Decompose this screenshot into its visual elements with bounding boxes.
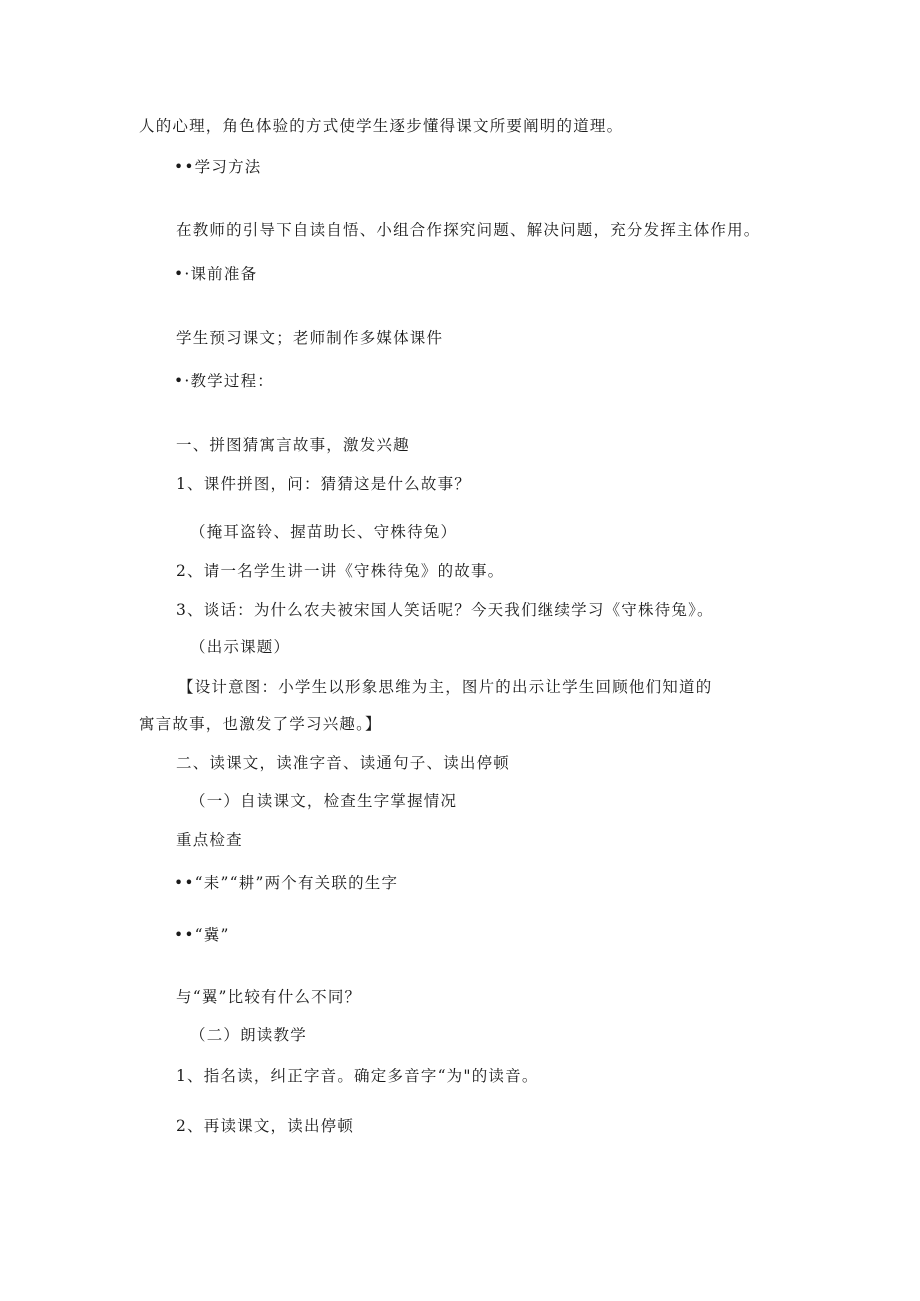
text-line: 学生预习课文；老师制作多媒体课件 — [176, 329, 444, 347]
text-line: 与“翼”比较有什么不同？ — [176, 988, 362, 1006]
text-line: 1、课件拼图，问：猜猜这是什么故事？ — [176, 475, 471, 493]
bullet-line: ••“冀” — [174, 926, 230, 944]
text-line: 3、谈话：为什么农夫被宋国人笑话呢？今天我们继续学习《守株待兔》。 — [176, 601, 714, 619]
text-line: 一、拼图猜寓言故事，激发兴趣 — [176, 436, 410, 454]
text-line: 2、再读课文，读出停顿 — [176, 1117, 355, 1135]
text-line: 重点检查 — [176, 831, 243, 849]
text-line: 1、指名读，纠正字音。确定多音字“为"的读音。 — [176, 1067, 539, 1085]
design-intent-line: 寓言故事，也激发了学习兴趣。】 — [139, 715, 382, 733]
bullet-line: ••“耒”“耕”两个有关联的生字 — [174, 874, 399, 892]
text-line: （二）朗读教学 — [190, 1026, 307, 1044]
text-line: 二、读课文，读准字音、读通句子、读出停顿 — [176, 754, 511, 772]
text-line: 2、请一名学生讲一讲《守株待兔》的故事。 — [176, 562, 505, 580]
text-line: 在教师的引导下自读自悟、小组合作探究问题、解决问题，充分发挥主体作用。 — [176, 221, 761, 239]
section-heading-teaching-process: •·教学过程： — [174, 372, 274, 390]
text-line: （一）自读课文，检查生字掌握情况 — [190, 792, 458, 810]
text-line: （掩耳盗铃、握苗助长、守株待兔） — [190, 523, 458, 541]
section-heading-learning-method: ••学习方法 — [174, 158, 262, 176]
text-line: （出示课题） — [190, 638, 291, 656]
design-intent-line: 【设计意图：小学生以形象思维为主，图片的出示让学生回顾他们知道的 — [178, 678, 713, 696]
section-heading-preparation: •·课前准备 — [174, 265, 258, 283]
text-line: 人的心理，角色体验的方式使学生逐步懂得课文所要阐明的道理。 — [139, 117, 624, 135]
